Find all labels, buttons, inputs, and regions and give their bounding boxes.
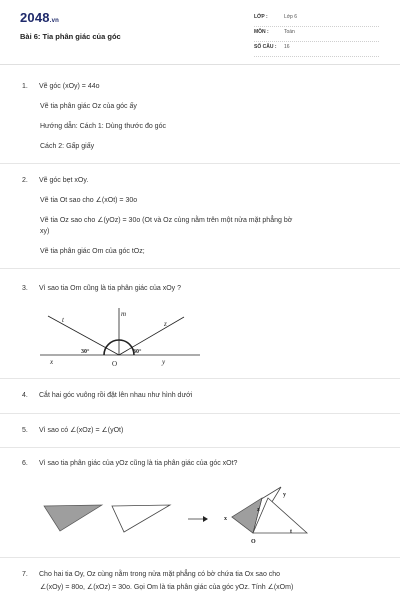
- meta-subject-value: Toán: [284, 29, 295, 35]
- meta-count-value: 16: [284, 44, 290, 50]
- question-number: 5.: [22, 427, 28, 434]
- question-number: 3.: [22, 285, 28, 292]
- label-x: x: [224, 516, 227, 522]
- logo-domain: .vn: [49, 18, 60, 24]
- question-text: Cho hai tia Oy, Oz cùng nằm trong nửa mặt phẳng có bờ chứa tia Ox sao cho: [39, 571, 281, 578]
- question-1-line: Hướng dẫn: Cách 1: Dùng thước đo góc: [40, 123, 166, 130]
- meta-class-key: LỚP :: [254, 14, 268, 20]
- label-t: t: [290, 529, 292, 535]
- label-o: O: [251, 539, 256, 545]
- label-z: z: [257, 507, 260, 513]
- question-text: Vì sao tia phân giác của yOz cũng là tia phân giác của góc xOt?: [39, 460, 238, 467]
- question-number: 6.: [22, 460, 28, 467]
- question-text: Vì sao tia Om cũng là tia phân giác của xOy ?: [39, 285, 182, 292]
- question-7-line: ∠(xOy) = 80o, ∠(xOz) = 30o. Gọi Om là tia phân giác của góc yOz. Tính ∠(xOm): [40, 584, 294, 591]
- question-number: 1.: [22, 83, 28, 90]
- question-text: Cắt hai góc vuông rồi đặt lên nhau như hình dưới: [39, 392, 193, 399]
- question-number: 2.: [22, 177, 28, 184]
- label-x: x: [50, 358, 54, 366]
- question-2-line: Vẽ tia Ot sao cho ∠(xOt) = 30o: [40, 197, 138, 204]
- question-text: Vì sao có ∠(xOz) = ∠(yOt): [39, 427, 124, 434]
- question-text: Vẽ góc (xOy) = 44o: [39, 83, 100, 90]
- label-y: y: [162, 358, 166, 366]
- logo-text: 2048: [20, 10, 50, 25]
- question-2-line: xy): [40, 228, 50, 235]
- question-number: 7.: [22, 571, 28, 578]
- question-2-line: Vẽ tia Oz sao cho ∠(yOz) = 30o (Ot và Oz cùng nằm trên một nửa mặt phẳng bờ: [40, 217, 293, 224]
- label-z: z: [164, 320, 167, 328]
- angle-label-right: 30°: [133, 349, 142, 355]
- label-t: t: [62, 316, 64, 324]
- question-number: 4.: [22, 392, 28, 399]
- meta-subject-key: MÔN :: [254, 29, 269, 35]
- white-right-triangle: [112, 505, 170, 532]
- label-m: m: [121, 310, 127, 318]
- arrow-head-icon: [203, 516, 208, 522]
- question-1-line: Vẽ tia phân giác Oz của góc ấy: [40, 103, 137, 110]
- meta-class-value: Lớp 6: [284, 14, 298, 20]
- divider: [0, 557, 400, 558]
- question-1-line: Cách 2: Gấp giấy: [40, 143, 95, 150]
- label-y: y: [283, 492, 286, 498]
- meta-count-key: SỐ CÂU :: [254, 44, 277, 50]
- label-o: O: [112, 360, 118, 368]
- question-2-line: Vẽ tia phân giác Om của góc tOz;: [40, 248, 145, 255]
- lesson-title: Bài 6: Tia phân giác của góc: [20, 32, 121, 41]
- angle-label-left: 30°: [81, 349, 90, 355]
- question-text: Vẽ góc bẹt xOy.: [39, 177, 89, 184]
- gray-right-triangle: [44, 505, 102, 531]
